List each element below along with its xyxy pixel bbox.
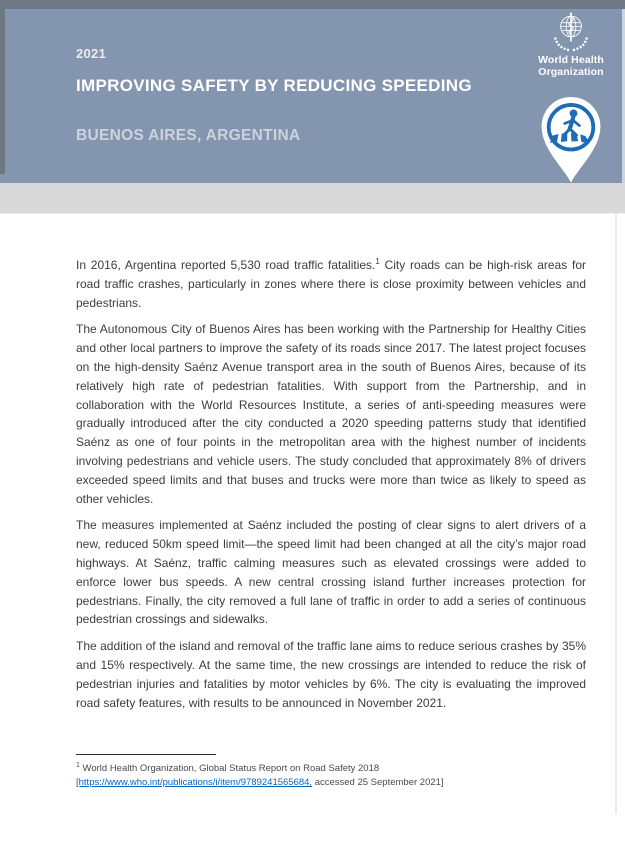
paragraph-intro — [76, 256, 586, 312]
page-subtitle: BUENOS AIRES, ARGENTINA — [76, 127, 301, 144]
paragraph-partnership: The Autonomous City of Buenos Aires has been working with the Partnership for Healthy Cities and other local partners to improve the safety of its roads since 2017. The latest project focuses on the high-density Saénz Avenue transport area in the south of Buenos Aires, because of its relatively high rate of pedestrian fatalities. With support from the Partnership, and in collaboration with the World Resources Institute, a series of anti-speeding measures were gradually introduced after the city conducted a 2020 speeding patterns study that identified Saénz as one of four points in the metropolitan area with the highest number of incidents involving pedestrians and vehicle users. The study concluded that approximately 8% of drivers exceeded speed limits and that buses and trucks were more than twice as likely to speed as other vehicles. — [76, 322, 586, 506]
footnote-reference-mark: 1 — [375, 257, 380, 266]
paragraph-outcomes: The addition of the island and removal of the traffic lane aims to reduce serious crashes by 35% and 15% respectively. At the same time, the new crossings are intended to reduce the risk of pedestrian injuries and fatalities by motor vehicles by 6%. The city is evaluating the improved road safety features, with results to be announced in November 2021. — [76, 639, 586, 710]
header-left-edge — [0, 9, 5, 174]
footnote-url-link[interactable]: [https://www.who.int/publications/i/item/9789241565684, — [76, 777, 313, 788]
who-logo — [525, 10, 617, 78]
who-logo-text-line2: Organization — [538, 65, 604, 78]
footnote-line1 — [76, 762, 576, 776]
paragraph-intro-text: In 2016, Argentina reported 5,530 road traffic fatalities. — [76, 258, 376, 272]
footnote — [76, 754, 576, 790]
page-right-edge-line — [615, 214, 617, 814]
paragraph-intro-continuation: City roads can be high-risk areas for road traffic crashes, particularly in zones where there is close proximity between vehicles and pedestrians. — [76, 258, 586, 310]
paragraph-measures: The measures implemented at Saénz included the posting of clear signs to alert drivers of a new, reduced 50km speed limit—the speed limit had been changed at all the city’s major road highways. At Saénz, traffic calming measures such as elevated crossings were added to enforce lower bus speeds. A new central crossing island further increases protection for pedestrians. Finally, the city removed a full lane of traffic in order to add a series of continuous pedestrian crossings and sidewalks. — [76, 518, 586, 627]
who-logo-text-line1: World Health — [538, 54, 604, 66]
footnote-line2 — [76, 776, 576, 790]
footnote-marker: 1 — [76, 761, 80, 769]
footnote-access-date: accessed 25 September 2021] — [312, 777, 444, 788]
header-band — [0, 0, 625, 183]
report-year: 2021 — [76, 46, 107, 61]
pedestrian-crossing-pin-icon — [534, 91, 608, 187]
body-text — [76, 256, 586, 720]
header-top-edge — [0, 0, 625, 9]
footnote-divider — [76, 754, 216, 755]
who-emblem-icon — [549, 10, 593, 54]
page-title: IMPROVING SAFETY BY REDUCING SPEEDING — [76, 76, 472, 95]
footnote-citation: World Health Organization, Global Status Report on Road Safety 2018 — [79, 763, 380, 774]
header-gray-strip — [0, 183, 625, 214]
